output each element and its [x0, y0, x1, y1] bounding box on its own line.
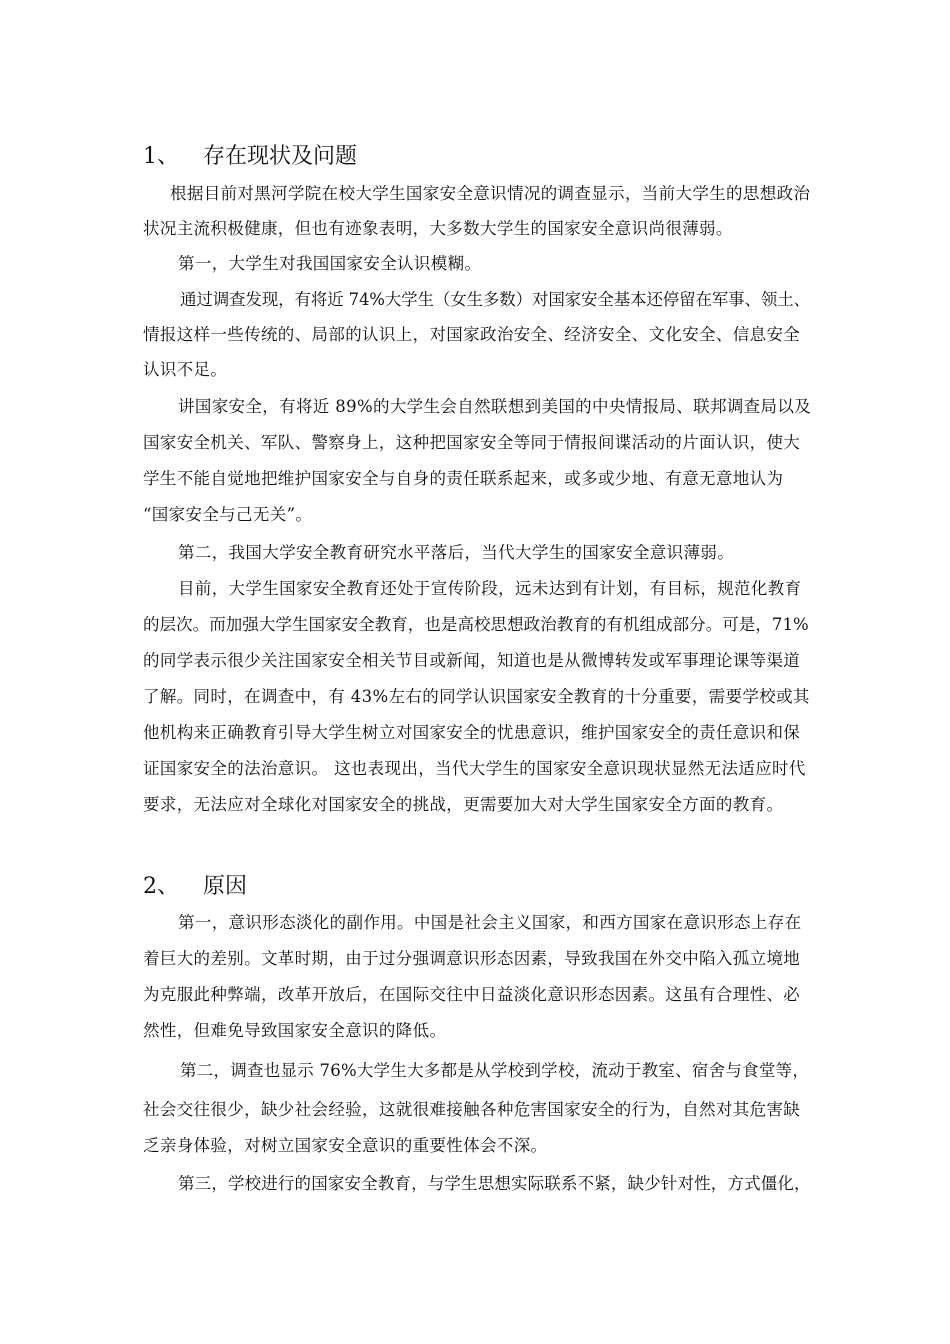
section-2-number: 2、 [143, 874, 179, 899]
section-1-title: 存在现状及问题 [203, 144, 358, 169]
paragraph-line: 学生不能自觉地把维护国家安全与自身的责任联系起来，或多或少地、有意无意地认为 [143, 469, 784, 488]
paragraph-line: 乏亲身体验，对树立国家安全意识的重要性体会不深。 [143, 1136, 548, 1155]
paragraph-line: 第一，意识形态淡化的副作用。中国是社会主义国家，和西方国家在意识形态上存在 [178, 913, 802, 932]
paragraph-line: 然性，但难免导致国家安全意识的降低。 [143, 1021, 447, 1040]
paragraph-line: 第三，学校进行的国家安全教育，与学生思想实际联系不紧，缺少针对性，方式僵化， [178, 1174, 811, 1193]
paragraph-line: 为克服此种弊端，改革开放后，在国际交往中日益淡化意识形态因素。这虽有合理性、必 [143, 985, 801, 1004]
paragraph-line: 证国家安全的法治意识。 这也表现出，当代大学生的国家安全意识现状显然无法适应时代 [143, 759, 806, 778]
section-1-number: 1、 [143, 144, 179, 169]
paragraph-line: 根据目前对黑河学院在校大学生国家安全意识情况的调查显示，当前大学生的思想政治 [170, 184, 811, 203]
paragraph-line: 了解。同时，在调查中，有 43%左右的同学认识国家安全教育的十分重要，需要学校或其 [143, 687, 810, 706]
paragraph-line: 的同学表示很少关注国家安全相关节目或新闻，知道也是从微博转发或军事理论课等渠道 [143, 651, 801, 670]
paragraph-line: 他机构来正确教育引导大学生树立对国家安全的忧患意识，维护国家安全的责任意识和保 [143, 723, 801, 742]
paragraph-line: 讲国家安全，有将近 89%的大学生会自然联想到美国的中央情报局、联邦调查局以及 [178, 397, 812, 416]
paragraph-line: 第一，大学生对我国国家安全认识模糊。 [178, 254, 482, 273]
paragraph-line: 通过调查发现，有将近 74%大学生（女生多数）对国家安全基本还停留在军事、领土、 [180, 290, 810, 309]
section-1-heading [143, 139, 357, 170]
paragraph-line: 的层次。而加强大学生国家安全教育，也是高校思想政治教育的有机组成部分。可是，71% [143, 615, 809, 634]
section-2-title: 原因 [203, 874, 248, 899]
section-2-heading [143, 869, 247, 900]
paragraph-line: 社会交往很少，缺少社会经验，这就很难接触各种危害国家安全的行为，自然对其危害缺 [143, 1100, 801, 1119]
paragraph-line: “国家安全与己无关”。 [143, 505, 313, 524]
paragraph-line: 国家安全机关、军队、警察身上，这种把国家安全等同于情报间谍活动的片面认识，使大 [143, 433, 801, 452]
paragraph-line: 认识不足。 [143, 360, 228, 379]
paragraph-line: 目前，大学生国家安全教育还处于宣传阶段，远未达到有计划，有目标，规范化教育 [178, 579, 802, 598]
paragraph-line: 情报这样一些传统的、局部的认识上，对国家政治安全、经济安全、文化安全、信息安全 [143, 325, 801, 344]
paragraph-line: 状况主流积极健康，但也有迹象表明，大多数大学生的国家安全意识尚很薄弱。 [143, 219, 733, 238]
paragraph-line: 着巨大的差别。文革时期，由于过分强调意识形态因素，导致我国在外交中陷入孤立境地 [143, 949, 801, 968]
paragraph-line: 第二，我国大学安全教育研究水平落后，当代大学生的国家安全意识薄弱。 [178, 543, 735, 562]
paragraph-line: 要求，无法应对全球化对国家安全的挑战，更需要加大对大学生国家安全方面的教育。 [143, 795, 784, 814]
paragraph-line: 第二，调查也显示 76%大学生大多都是从学校到学校，流动于教室、宿舍与食堂等， [180, 1061, 810, 1080]
